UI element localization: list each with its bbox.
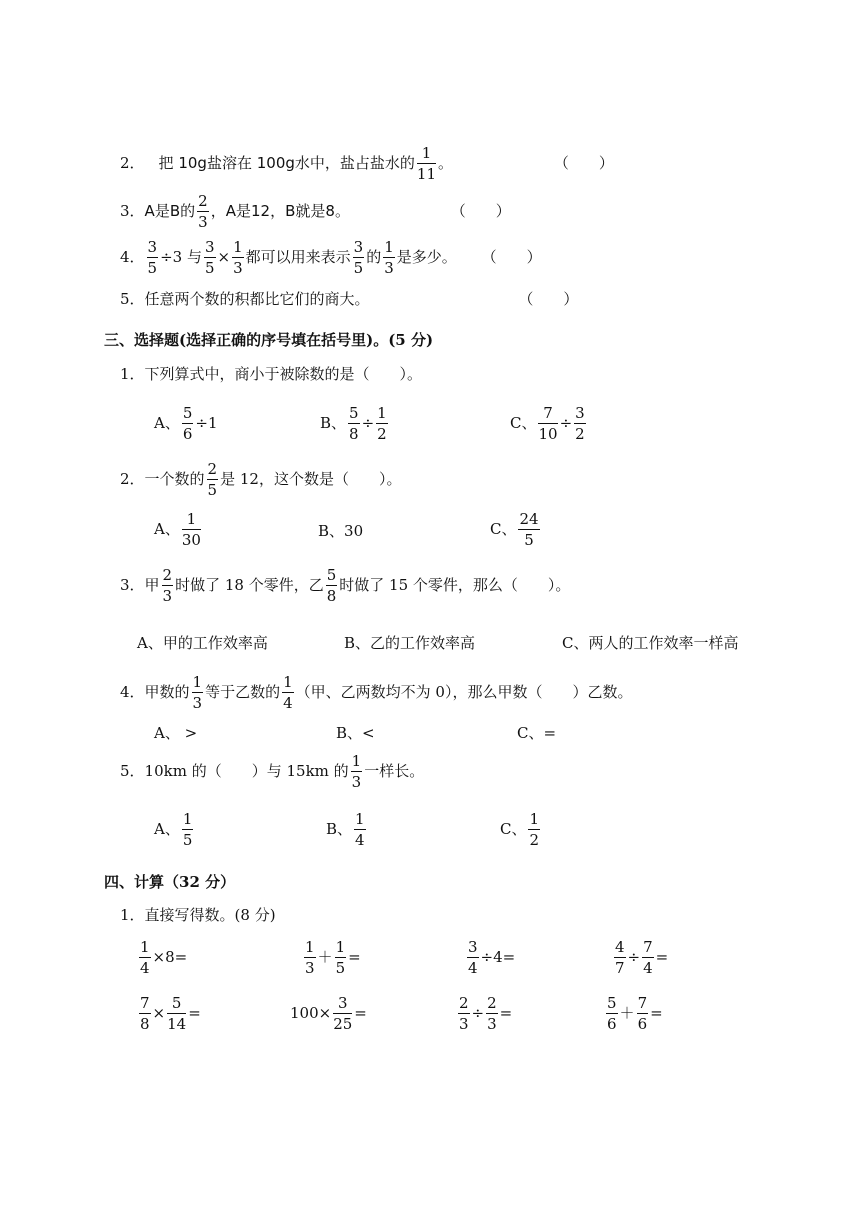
fraction: $\frac{1}{11}$ <box>416 144 437 183</box>
choice-q5-option-a[interactable]: A、 $\frac{1}{5}$ <box>154 810 193 849</box>
fraction: $\frac{1}{2}$ <box>377 404 387 443</box>
fraction: $\frac{3}{5}$ <box>147 238 158 277</box>
judge-q2: 2． 把 10g盐溶在 100g水中，盐占盐水的 $\frac{1}{11}$ 。 （ ） <box>120 144 614 183</box>
calc-item: $\frac{4}{7}$ ÷ $\frac{7}{4}$ = <box>615 938 669 977</box>
fraction: $\frac{5}{8}$ <box>349 404 359 443</box>
choice-q3: 3．甲 $\frac{2}{3}$ 时做了 18 个零件，乙 $\frac{5}{8}$ 时做了 15 个零件，那么（ ）。 <box>120 566 571 605</box>
calc-item: $\frac{5}{6}$ ＋ $\frac{7}{6}$ = <box>607 994 663 1033</box>
fraction: $\frac{1}{3}$ <box>384 238 394 277</box>
judge-q5: 5．任意两个数的积都比它们的商大。 （ ） <box>120 290 579 308</box>
calc-item: $\frac{3}{4}$ ÷4= <box>468 938 516 977</box>
fraction: $\frac{2}{3}$ <box>198 192 208 231</box>
choice-q4-option-b[interactable]: B、< <box>336 724 375 742</box>
fraction: $\frac{1}{4}$ <box>355 810 365 849</box>
choice-q1-option-b[interactable]: B、 $\frac{5}{8}$ ÷ $\frac{1}{2}$ <box>320 404 387 443</box>
choice-q4-option-a[interactable]: A、 > <box>154 724 198 742</box>
fraction: $\frac{3}{2}$ <box>575 404 585 443</box>
choice-q3-option-b[interactable]: B、乙的工作效率高 <box>344 634 476 652</box>
calc-item: $\frac{1}{3}$ ＋ $\frac{1}{5}$ = <box>305 938 361 977</box>
section-3-title: 三、选择题(选择正确的序号填在括号里)。(5 分) <box>104 331 434 349</box>
fraction: $\frac{1}{3}$ <box>192 673 203 712</box>
choice-q1: 1．下列算式中，商小于被除数的是（ ）。 <box>120 365 423 383</box>
calc-item: $\frac{2}{3}$ ÷ $\frac{2}{3}$ = <box>459 994 513 1033</box>
choice-q5: 5．10km 的（ ）与 15km 的 $\frac{1}{3}$ 一样长。 <box>120 752 425 791</box>
calc-item: 100× $\frac{3}{25}$ = <box>290 994 367 1033</box>
section-4-sub: 1．直接写得数。(8 分) <box>120 906 276 924</box>
fraction: $\frac{7}{10}$ <box>538 404 558 443</box>
choice-q3-option-c[interactable]: C、两人的工作效率一样高 <box>562 634 739 652</box>
fraction: $\frac{3}{5}$ <box>204 238 215 277</box>
fraction: $\frac{1}{30}$ <box>181 510 201 549</box>
answer-paren[interactable]: （ ） <box>518 290 579 308</box>
judge-q3: 3．A是B的 $\frac{2}{3}$ ，A是12，B就是8。 （ ） <box>120 192 511 231</box>
fraction: $\frac{1}{2}$ <box>529 810 540 849</box>
fraction: $\frac{1}{5}$ <box>182 810 193 849</box>
choice-q4-option-c[interactable]: C、= <box>517 724 557 742</box>
judge-q4: 4． $\frac{3}{5}$ ÷3 与 $\frac{3}{5}$ × $\frac{1}{3}$ 都可以用来表示 $\frac{3}{5}$ 的 $\frac{1}{3}$ 是多少。 （ ） <box>120 238 542 277</box>
choice-q2: 2．一个数的 $\frac{2}{5}$ 是 12，这个数是（ ）。 <box>120 460 402 499</box>
fraction: $\frac{24}{5}$ <box>519 510 539 549</box>
answer-paren[interactable]: （ ） <box>481 248 542 266</box>
fraction: $\frac{2}{5}$ <box>207 460 218 499</box>
choice-q4: 4．甲数的 $\frac{1}{3}$ 等于乙数的 $\frac{1}{4}$ （甲、乙两数均不为 0），那么甲数（ ）乙数。 <box>120 673 633 712</box>
calc-item: $\frac{1}{4}$ ×8= <box>140 938 188 977</box>
answer-paren[interactable]: （ ） <box>553 154 614 172</box>
choice-q2-option-a[interactable]: A、 $\frac{1}{30}$ <box>154 510 201 549</box>
answer-paren[interactable]: （ ） <box>450 202 511 220</box>
choice-q5-option-c[interactable]: C、 $\frac{1}{2}$ <box>500 810 540 849</box>
fraction: $\frac{1}{3}$ <box>233 238 243 277</box>
choice-q2-option-c[interactable]: C、 $\frac{24}{5}$ <box>490 510 539 549</box>
choice-q1-option-c[interactable]: C、 $\frac{7}{10}$ ÷ $\frac{3}{2}$ <box>510 404 585 443</box>
choice-q3-option-a[interactable]: A、甲的工作效率高 <box>137 634 268 652</box>
choice-q1-option-a[interactable]: A、 $\frac{5}{6}$ ÷1 <box>154 404 218 443</box>
fraction: $\frac{2}{3}$ <box>162 566 173 605</box>
fraction: $\frac{5}{6}$ <box>182 404 193 443</box>
calc-item: $\frac{7}{8}$ × $\frac{5}{14}$ = <box>140 994 201 1033</box>
fraction: $\frac{1}{3}$ <box>351 752 362 791</box>
choice-q5-option-b[interactable]: B、 $\frac{1}{4}$ <box>326 810 365 849</box>
section-4-title: 四、计算（32 分） <box>104 873 236 891</box>
fraction: $\frac{5}{8}$ <box>326 566 337 605</box>
fraction: $\frac{3}{5}$ <box>353 238 364 277</box>
choice-q2-option-b[interactable]: B、30 <box>318 522 364 540</box>
fraction: $\frac{1}{4}$ <box>283 673 293 712</box>
